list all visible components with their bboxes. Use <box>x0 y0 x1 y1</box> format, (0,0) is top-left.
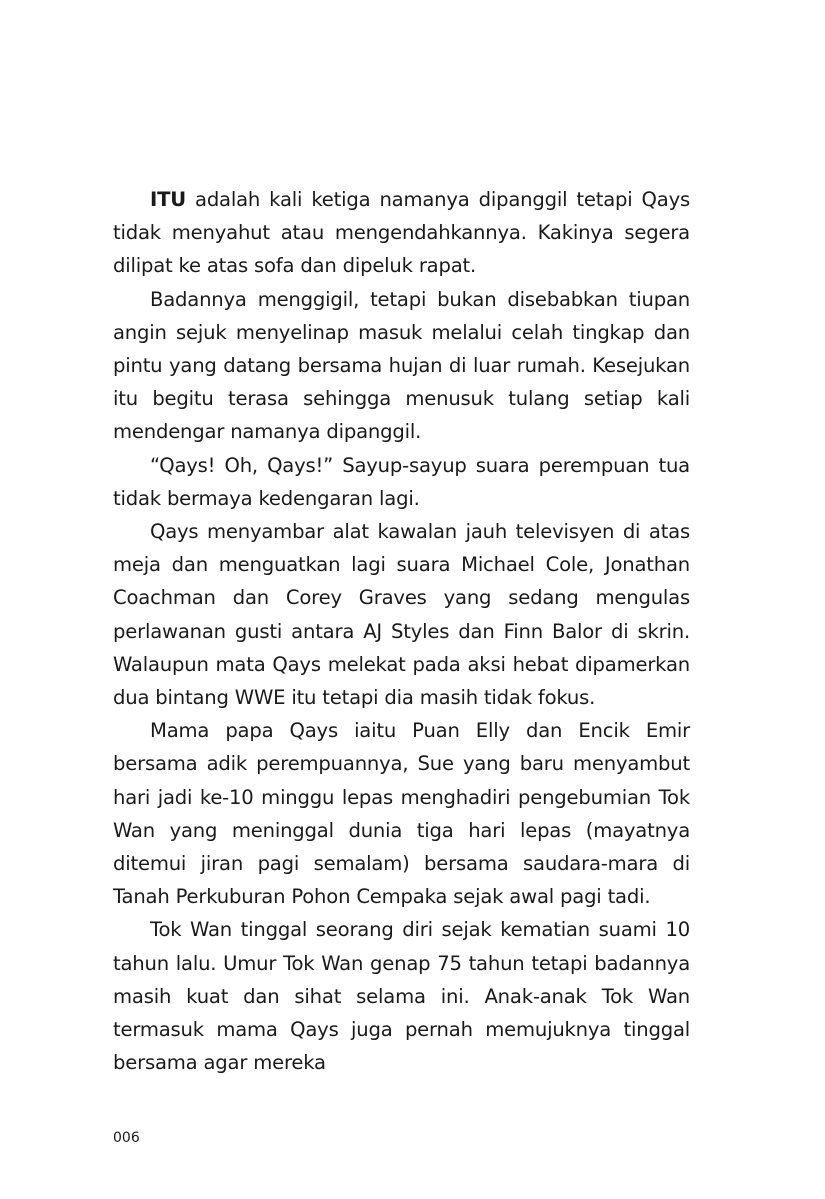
paragraph-text: Qays menyambar alat kawalan jauh televisyen di atas meja dan menguatkan lagi suara Michael Cole, Jonathan Coachman dan Corey Graves yang sedang mengulas perlawanan gusti antara AJ Styles dan Finn Balor di skrin. Walaupun mata Qays melekat pada aksi hebat dipamerkan dua bintang WWE itu tetapi dia masih tidak fokus. <box>113 520 690 710</box>
paragraph-5 <box>113 714 690 913</box>
paragraph-4 <box>113 515 690 714</box>
page-number: 006 <box>113 1130 140 1146</box>
paragraph-1 <box>113 183 690 283</box>
paragraph-text: Badannya menggigil, tetapi bukan disebabkan tiupan angin sejuk menyelinap masuk melalui celah tingkap dan pintu yang datang bersama hujan di luar rumah. Kesejukan itu begitu terasa sehingga menusuk tulang setiap kali mendengar namanya dipanggil. <box>113 287 690 444</box>
paragraph-6 <box>113 913 690 1079</box>
paragraph-text: Tok Wan tinggal seorang diri sejak kematian suami 10 tahun lalu. Umur Tok Wan genap 75 tahun tetapi badannya masih kuat dan sihat selama ini. Anak-anak Tok Wan termasuk mama Qays juga pernah memujuknya tinggal bersama agar mereka <box>113 918 690 1075</box>
paragraph-text: Mama papa Qays iaitu Puan Elly dan Encik Emir bersama adik perempuannya, Sue yang baru menyambut hari jadi ke-10 minggu lepas menghadiri pengebumian Tok Wan yang meninggal dunia tiga hari lepas (mayatnya ditemui jiran pagi semalam) bersama saudara-mara di Tanah Perkuburan Pohon Cempaka sejak awal pagi tadi. <box>113 719 690 909</box>
paragraph-3 <box>113 449 690 515</box>
paragraph-text: adalah kali ketiga namanya dipanggil tetapi Qays tidak menyahut atau mengendahkannya. Kakinya segera dilipat ke atas sofa dan dipeluk rapat. <box>113 188 690 278</box>
page-body <box>113 183 690 1079</box>
paragraph-lead: ITU <box>150 188 186 211</box>
paragraph-2 <box>113 283 690 449</box>
paragraph-text: “Qays! Oh, Qays!” Sayup-sayup suara perempuan tua tidak bermaya kedengaran lagi. <box>113 453 690 510</box>
